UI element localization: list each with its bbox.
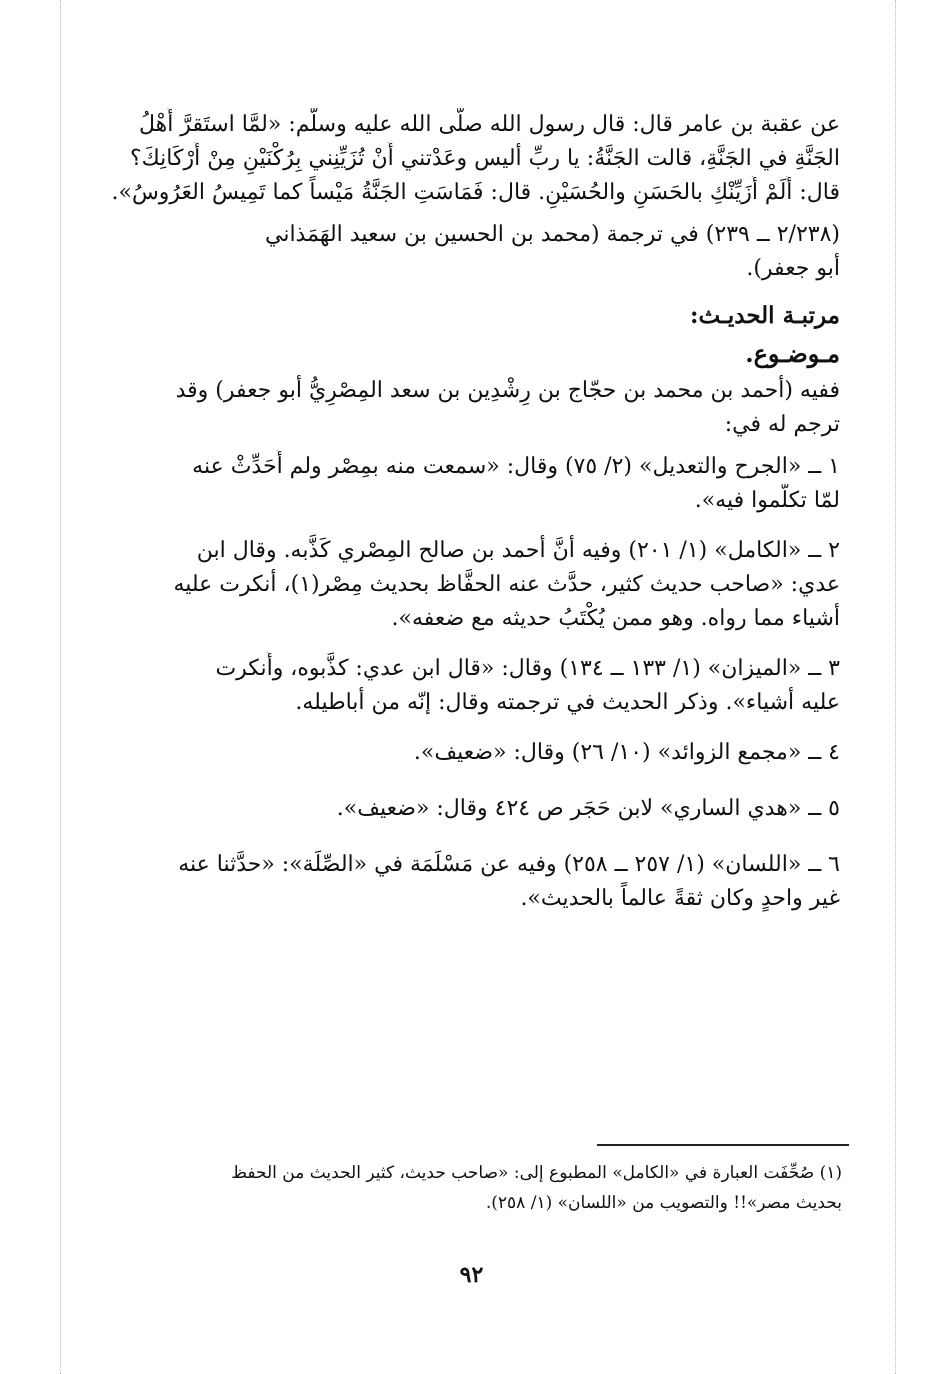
verdict-text: مـوضـوع.	[745, 339, 840, 368]
text-line: أبو جعفر).	[746, 256, 840, 281]
list-item-1	[100, 450, 840, 518]
text-line: عليه أشياء». وذكر الحديث في ترجمته وقال: إنّه من أباطيله.	[295, 690, 840, 715]
text-line: أشياء مما رواه. وهو ممن يُكْتَبُ حديثه مع ضعفه».	[391, 606, 840, 631]
list-item-6	[100, 848, 840, 916]
text-line: عن عقبة بن عامر قال: قال رسول الله صلَّى الله عليه وسلَّم: «لمَّا استَقرَّ أَهْلُ	[138, 112, 840, 137]
hadith-paragraph	[100, 108, 840, 210]
source-paragraph	[100, 218, 840, 286]
text-line: ٦ ــ «اللسان» (١/ ٢٥٧ ــ ٢٥٨) وفيه عن مَسْلَمَة في «الصِّلَة»: «حدَّثنا عنه	[178, 852, 840, 877]
narrator-paragraph	[100, 374, 840, 442]
footnote-line: (١) صُحِّفَت العبارة في «الكامل» المطبوع إلى: «صاحب حديث، كثير الحديث من الحفظ	[231, 1163, 842, 1183]
text-line: ترجم له في:	[724, 412, 840, 437]
footnote	[100, 1158, 842, 1218]
page-edge-left	[60, 0, 61, 1374]
list-item-2	[100, 534, 840, 636]
text-line: ٣ ــ «الميزان» (١/ ١٣٣ ــ ١٣٤) وقال: «قال ابن عدي: كذَّبوه، وأُنكرت	[215, 656, 840, 681]
page-number: ٩٢	[459, 1262, 484, 1288]
main-text	[100, 108, 840, 932]
text-line: قال: أَلَمْ أُزَيِّنْكِ بالحَسَنِ والحُسَيْنِ. قال: فَمَاسَتِ الجَنَّةُ مَيْساً كما تَمِيسُ العَرُوسُ».	[111, 180, 840, 205]
text-line: ففيه (أحمد بن محمد بن حجّاج بن رِشْدِين بن سعد المِصْرِيُّ أبو جعفر) وقد	[175, 378, 840, 403]
text-line: غير واحدٍ وكان ثقةً عالماً بالحديث».	[520, 886, 840, 911]
text-line: ٢ ــ «الكامل» (١/ ٢٠١) وفيه أنَّ أحمد بن صالح المِصْري كَذَّبه. وقال ابن	[196, 538, 840, 563]
footnote-divider	[597, 1144, 849, 1146]
text-line: (٢/٢٣٨ ــ ٢٣٩) في ترجمة (محمد بن الحسين بن سعيد الهَمَذاني	[264, 222, 840, 247]
page-edge-right	[895, 0, 896, 1374]
footnote-line: بحديث مصر»!! والتصويب من «اللسان» (١/ ٢٥٨).	[485, 1193, 842, 1213]
list-item-3	[100, 652, 840, 720]
text-line: ١ ــ «الجرح والتعديل» (٢/ ٧٥) وقال: «سمعت منه بمِصْر ولم أُحَدِّثْ عنه	[192, 454, 840, 479]
text-line: عدي: «صاحب حديث كثير، حدَّث عنه الحفَّاظ بحديث مِصْر(١)، أنكرت عليه	[173, 572, 840, 597]
text-line: الجَنَّةِ في الجَنَّةِ، قالت الجَنَّةُ: يا ربِّ أليس وعَدْتني أَنْ تُزَيِّنِني بِرُكْنَيْنِ مِنْ أَرْكَانِكَ؟	[129, 146, 840, 171]
section-heading: مرتبـة الحديـث:	[690, 302, 840, 329]
text-line: لمّا تكلّموا فيه».	[694, 488, 840, 513]
list-item-5: ٥ ــ «هدي الساري» لابن حَجَر ص ٤٢٤ وقال: «ضعيف».	[336, 796, 840, 821]
list-item-4: ٤ ــ «مجمع الزوائد» (١٠/ ٢٦) وقال: «ضعيف».	[413, 740, 840, 765]
